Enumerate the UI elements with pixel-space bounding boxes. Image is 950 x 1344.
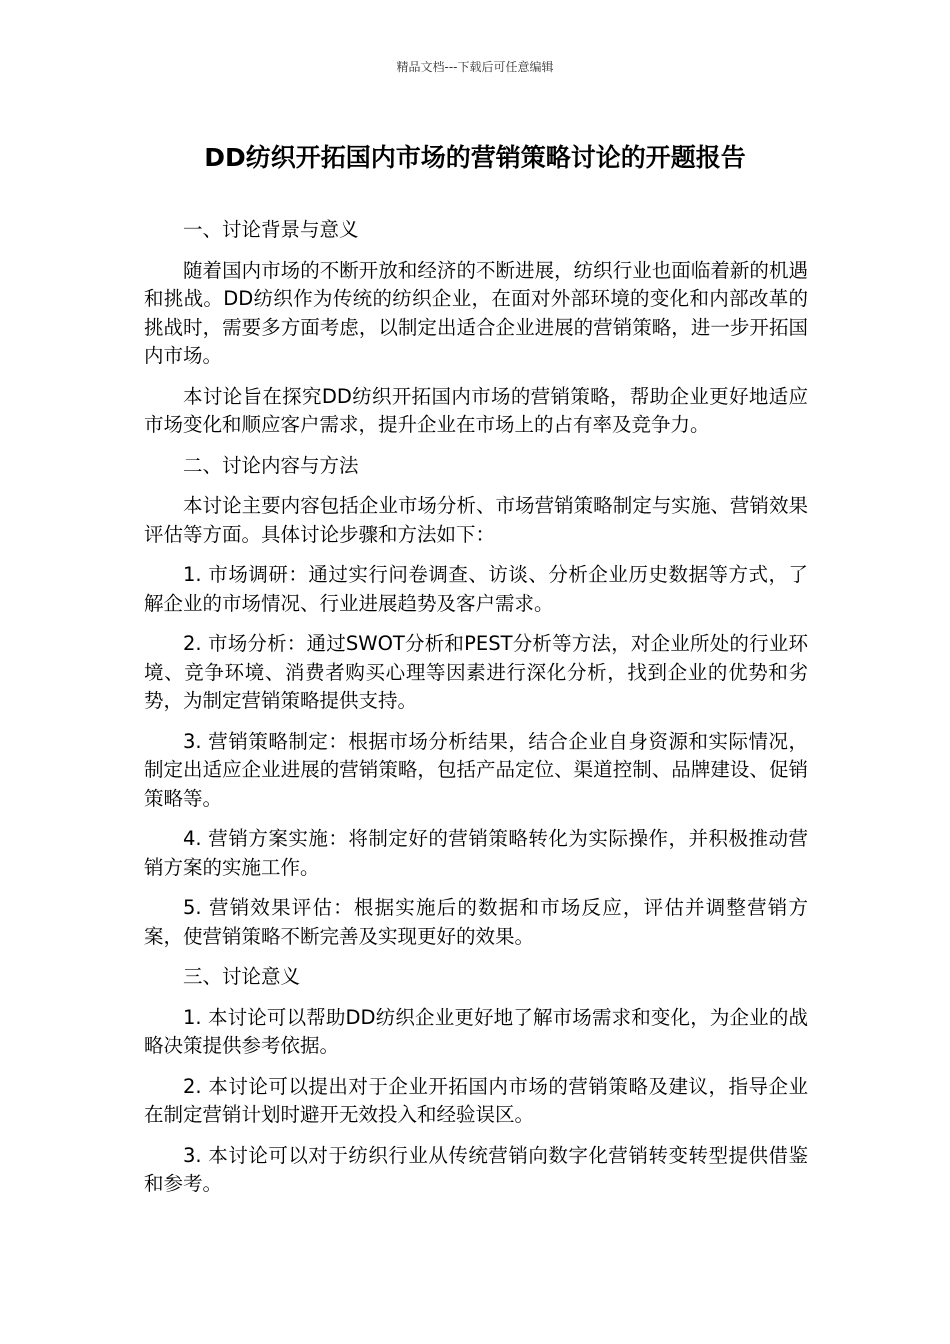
page-header: 精品文档---下载后可任意编辑 bbox=[396, 60, 554, 74]
list-item: 3. 营销策略制定：根据市场分析结果，结合企业自身资源和实际情况，制定出适应企业进展的营销策略，包括产品定位、渠道控制、品牌建设、促销策略等。 bbox=[144, 729, 808, 810]
list-item: 2. 本讨论可以提出对于企业开拓国内市场的营销策略及建议，指导企业在制定营销计划时避开无效投入和经验误区。 bbox=[144, 1074, 808, 1126]
paragraph: 随着国内市场的不断开放和经济的不断进展，纺织行业也面临着新的机遇和挑战。DD纺织作为传统的纺织企业，在面对外部环境的变化和内部改革的挑战时，需要多方面考虑，以制定出适合企业进展的营销策略，进一步开拓国内市场。 bbox=[144, 258, 808, 367]
section-heading: 二、讨论内容与方法 bbox=[183, 453, 359, 477]
list-item: 1. 市场调研：通过实行问卷调查、访谈、分析企业历史数据等方式，了解企业的市场情况、行业进展趋势及客户需求。 bbox=[144, 563, 808, 615]
section-heading: 三、讨论意义 bbox=[183, 965, 301, 988]
list-item: 1. 本讨论可以帮助DD纺织企业更好地了解市场需求和变化，为企业的战略决策提供参考依据。 bbox=[144, 1005, 808, 1057]
list-item: 2. 市场分析：通过SWOT分析和PEST分析等方法，对企业所处的行业环境、竞争环境、消费者购买心理等因素进行深化分析，找到企业的优势和劣势，为制定营销策略提供支持。 bbox=[144, 632, 808, 712]
list-item: 4. 营销方案实施：将制定好的营销策略转化为实际操作，并积极推动营销方案的实施工作。 bbox=[144, 827, 808, 879]
section-heading: 一、讨论背景与意义 bbox=[183, 218, 359, 241]
paragraph: 本讨论主要内容包括企业市场分析、市场营销策略制定与实施、营销效果评估等方面。具体讨论步骤和方法如下： bbox=[144, 494, 808, 546]
list-item: 5. 营销效果评估：根据实施后的数据和市场反应，评估并调整营销方案，使营销策略不断完善及实现更好的效果。 bbox=[144, 896, 808, 948]
document-title: DD纺织开拓国内市场的营销策略讨论的开题报告 bbox=[204, 143, 746, 172]
paragraph: 本讨论旨在探究DD纺织开拓国内市场的营销策略，帮助企业更好地适应市场变化和顺应客户需求，提升企业在市场上的占有率及竞争力。 bbox=[144, 384, 808, 436]
document-body bbox=[144, 216, 808, 1211]
list-item: 3. 本讨论可以对于纺织行业从传统营销向数字化营销转变转型提供借鉴和参考。 bbox=[144, 1143, 808, 1195]
